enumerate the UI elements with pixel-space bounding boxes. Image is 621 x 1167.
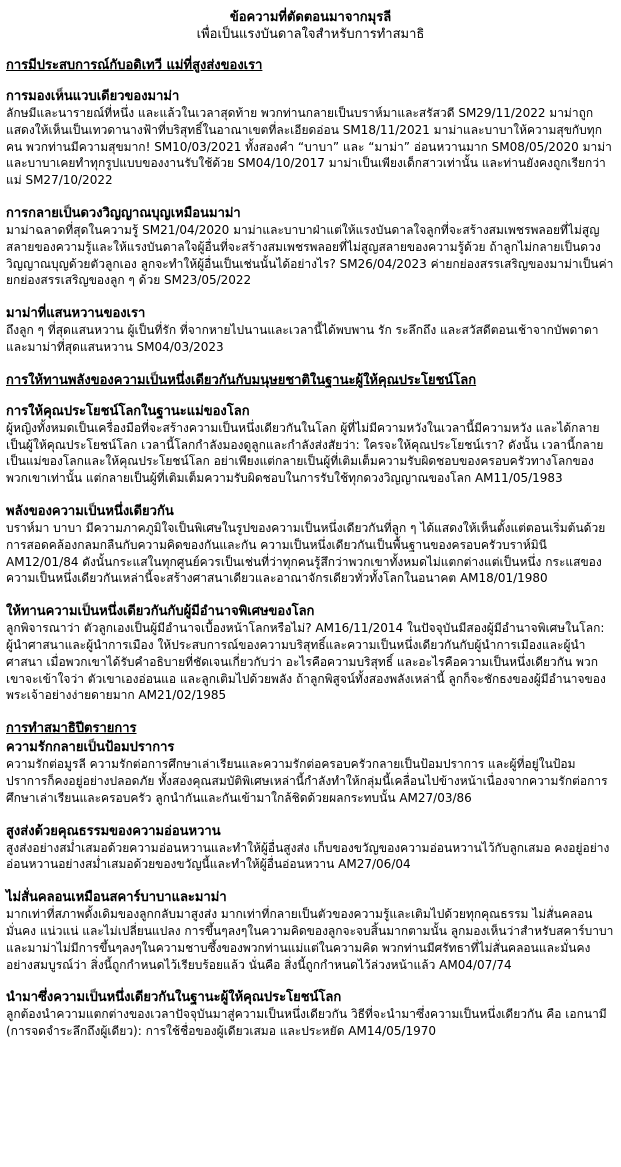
- entry-body: ถึงลูก ๆ ที่สุดแสนหวาน ผู้เป็นที่รัก ที่จากหายไปนานและเวลานี้ได้พบพาน รัก ระลึกถึง และสวัสดีตอนเช้าจากบัพดาดาและมาม่าที่สุดแสนหวาน SM04/03/2023: [6, 323, 599, 354]
- section-unity-donation: [6, 372, 615, 704]
- entry: [6, 88, 615, 189]
- document-header: [6, 9, 615, 43]
- entry-heading: นำมาซึ่งความเป็นหนึ่งเดียวกันในฐานะผู้ให้คุณประโยชน์โลก: [6, 990, 342, 1006]
- entry: [6, 205, 615, 289]
- section-meditation-list: [6, 720, 615, 1040]
- entry-body: ลูกพิจารณาว่า ตัวลูกเองเป็นผู้มีอำนาจเบื้องหน้าโลกหรือไม่? AM16/11/2014 ในปัจจุบันมีสองผู้มีอำนาจพิเศษในโลก: ผู้นำศาสนาและผู้นำการเมือง ให้ประสบการณ์ของความบริสุทธิ์และความเป็นหนึ่งเดียวกันกับผู้นำการเมืองและผู้นำศาสนา เมื่อพวกเขาได้รับคำอธิบายที่ชัดเจนเกี่ยวกับว่า อะไรคือความบริสุทธิ์ และอะไรคือความเป็นหนึ่งเดียวกัน พวกเขาจะเข้าใจว่า ตัวเขาเองอ่อนแอ และลูกเติมไปด้วยพลัง ถ้าลูกพิสูจน์ทั้งสองพลังเหล่านี้ ลูกก็จะชักธงของผู้มีอำนาจของพระเจ้าอย่างง่ายดายมาก AM21/02/1985: [6, 621, 606, 703]
- entry-body: ความรักต่อมูรลี ความรักต่อการศึกษาเล่าเรียนและความรักต่อครอบครัวกลายเป็นป้อมปราการ และผู้ที่อยู่ในป้อมปราการก็คงอยู่อย่างปลอดภัย ทั้งสองคุณสมบัติพิเศษเหล่านี้กำลังทำให้กลุ่มนี้เคลื่อนไปข้างหน้าเนื่องจากความรักต่อการศึกษาเล่าเรียนและครอบครัว ลูกนำกันและกันเข้ามาใกล้ชิดด้วยผลกระทบนั้น AM27/03/86: [6, 757, 608, 805]
- section-heading: การทำสมาธิปีตรายการ: [6, 721, 137, 737]
- section-heading: การให้ทานพลังของความเป็นหนึ่งเดียวกันกับมนุษยชาติในฐานะผู้ให้คุณประโยชน์โลก: [6, 372, 477, 388]
- entry: [6, 889, 615, 973]
- entry-heading: ไม่สั่นคลอนเหมือนสคาร์บาบาและมาม่า: [6, 890, 227, 906]
- entry-body: ลักษมีและนารายณ์ที่หนึ่ง และแล้วในเวลาสุดท้าย พวกท่านกลายเป็นบราห์มาและสรัสวดี SM29/11/2022 มาม่าถูกแสดงให้เห็นเป็นเทวดานางฟ้าที่บริสุทธิ์ในอาณาเขตที่ละเอียดอ่อน SM18/11/2021 มาม่าและบาบาให้ความสุขกับทุกคน พวกท่านมีความสุขมาก! SM10/03/2021 ทั้งสองคำ “บาบา” และ “มาม่า” อ่อนหวานมาก SM08/05/2020 มาม่าและบาบาเคยทำทุกรูปแบบของงานรับใช้ด้วย SM04/10/2017 มาม่าเป็นเพียงเด็กสาวเท่านั้น และท่านยังคงถูกเรียกว่าแม่ SM27/10/2022: [6, 106, 612, 188]
- entry-body: มากเท่าที่สภาพดั้งเดิมของลูกกลับมาสูงส่ง มากเท่าที่กลายเป็นตัวของความรู้และเติมไปด้วยทุกคุณธรรม ไม่สั่นคลอน มั่นคง แน่วแน่ และไม่เปลี่ยนแปลง การขึ้นๆลงๆในความคิดของลูกจะจบสิ้นมากตามนั้น ลูกมองเห็นว่าสำหรับสคาร์บาบาและมาม่าไม่มีการขึ้นๆลงๆในความชาบซึ้งของพวกท่านแม่แต่ในความคิด พวกท่านมีศรัทธาที่ไม่สั่นคลอนและมั่นคงอย่างสมบูรณ์ว่า สิ่งนี้ถูกกำหนดไว้เรียบร้อยแล้ว นั่นคือ สิ่งนี้ถูกกำหนดไว้ล่วงหน้าแล้ว AM04/07/74: [6, 907, 614, 972]
- entry-heading: พลังของความเป็นหนึ่งเดียวกัน: [6, 503, 174, 519]
- entry: [6, 989, 615, 1040]
- entry-body: ผู้หญิงทั้งหมดเป็นเครื่องมือที่จะสร้างความเป็นหนึ่งเดียวกันในโลก ผู้ที่ไม่มีความหวังในเวลานี้มีความหวัง และได้กลายเป็นผู้ให้คุณประโยชน์โลก เวลานี้โลกกำลังมองดูลูกและกำลังส่งสัยว่า: ใครจะให้คุณประโยชน์เรา? ดังนั้น เวลานี้กลายเป็นแม่ของโลกและให้คุณประโยชน์โลก อย่าเพียงแต่กลายเป็นผู้ที่เติมเต็มความรับผิดชอบของครอบครัวทางโลกของพวกเขาเท่านั้น แต่กลายเป็นผู้ที่เติมเต็มความรับผิดชอบในการรับใช้ทุกดวงวิญญาณของโลก AM11/05/1983: [6, 420, 604, 486]
- entry-heading: มาม่าที่แสนหวานของเรา: [6, 306, 146, 322]
- entry-heading: สูงส่งด้วยคุณธรรมของความอ่อนหวาน: [6, 823, 221, 839]
- entry: [6, 603, 615, 704]
- section-heading: การมีประสบการณ์กับอดิเทวี แม่ที่สูงส่งของเรา: [6, 58, 263, 73]
- entry: [6, 503, 615, 587]
- entry-heading: การกลายเป็นดวงวิญญาณบุญเหมือนมาม่า: [6, 205, 241, 221]
- entry-body: มาม่าฉลาดที่สุดในความรู้ SM21/04/2020 มาม่าและบาบาฝ่าแต่ให้แรงบันดาลใจลูกที่จะสร้างสมเพชรพลอยที่ไม่สูญสลายของความรู้และให้แรงบันดาลใจผู้อื่นที่จะสร้างสมเพชรพลอยที่ไม่สูญสลายของความรู้ด้วย ถ้าลูกไม่กลายเป็นดวงวิญญาณบุญด้วยตัวลูกเอง ลูกจะทำให้ผู้อื่นเป็นเช่นนั้นได้อย่างไร? SM26/04/2023 ค่ายกย่องสรรเสริญของมาม่าเป็นค่ายกย่องสรรเสริญของลูก ๆ ด้วย SM23/05/2022: [6, 222, 614, 288]
- section-adi-devi: [6, 57, 615, 356]
- entry: [6, 403, 615, 487]
- entry-body: สูงส่งอย่างสม่ำเสมอด้วยความอ่อนหวานและทำให้ผู้อื่นสูงส่ง เก็บของขวัญของความอ่อนหวานไว้กับลูกเสมอ คงอยู่อย่างอ่อนหวานอย่างสม่ำเสมอด้วยของขวัญนี้และทำให้ผู้อื่นอ่อนหวาน AM27/06/04: [6, 840, 610, 872]
- entry-heading: ให้ทานความเป็นหนึ่งเดียวกันกับผู้มีอำนาจพิเศษของโลก: [6, 604, 315, 620]
- entry: [6, 305, 615, 356]
- entry: [6, 739, 615, 806]
- entry: [6, 823, 615, 874]
- entry-heading: ความรักกลายเป็นป้อมปราการ: [6, 740, 175, 756]
- entry-body: ลูกต้องนำความแตกต่างของเวลาปัจจุบันมาสู่ความเป็นหนึ่งเดียวกัน วิธีที่จะนำมาซึ่งความเป็นหนึ่งเดียวกัน คือ เอกนามี (การจดจำระลึกถึงผู้เดียว): การใช้ชื่อของผู้เดียวเสมอ และประหยัด AM14/05/1970: [6, 1007, 607, 1039]
- entry-heading: การให้คุณประโยชน์โลกในฐานะแม่ของโลก: [6, 403, 250, 419]
- entry-heading: การมองเห็นแวบเดียวของมาม่า: [6, 89, 180, 104]
- entry-body: บราห์มา บาบา มีความภาคภูมิใจเป็นพิเศษในรูปของความเป็นหนึ่งเดียวกันที่ลูก ๆ ได้แสดงให้เห็นตั้งแต่ตอนเริ่มต้นด้วยการสอดคล้องกลมกลืนกับความคิดของกันและกัน ความเป็นหนึ่งเดียวกันเป็นพื้นฐานของครอบครัวบราห์มินี AM12/01/84 ดังนั้นกระแสในทุกศูนย์ควรเป็นเช่นที่ว่าทุกคนรู้สึกว่าพวกเขาทั้งหมดไม่แตกต่างแต่เป็นหนึ่ง กระแสของความเป็นหนึ่งเดียวกันเหล่านี้จะสร้างศาสนาเดียวและอาณาจักรเดียวทั่วทั้งโลกในอนาคต AM18/01/1980: [6, 520, 606, 586]
- document-title: ข้อความที่ตัดตอนมาจากมุรลี: [229, 10, 392, 25]
- document-subtitle: เพื่อเป็นแรงบันดาลใจสำหรับการทำสมาธิ: [196, 27, 425, 42]
